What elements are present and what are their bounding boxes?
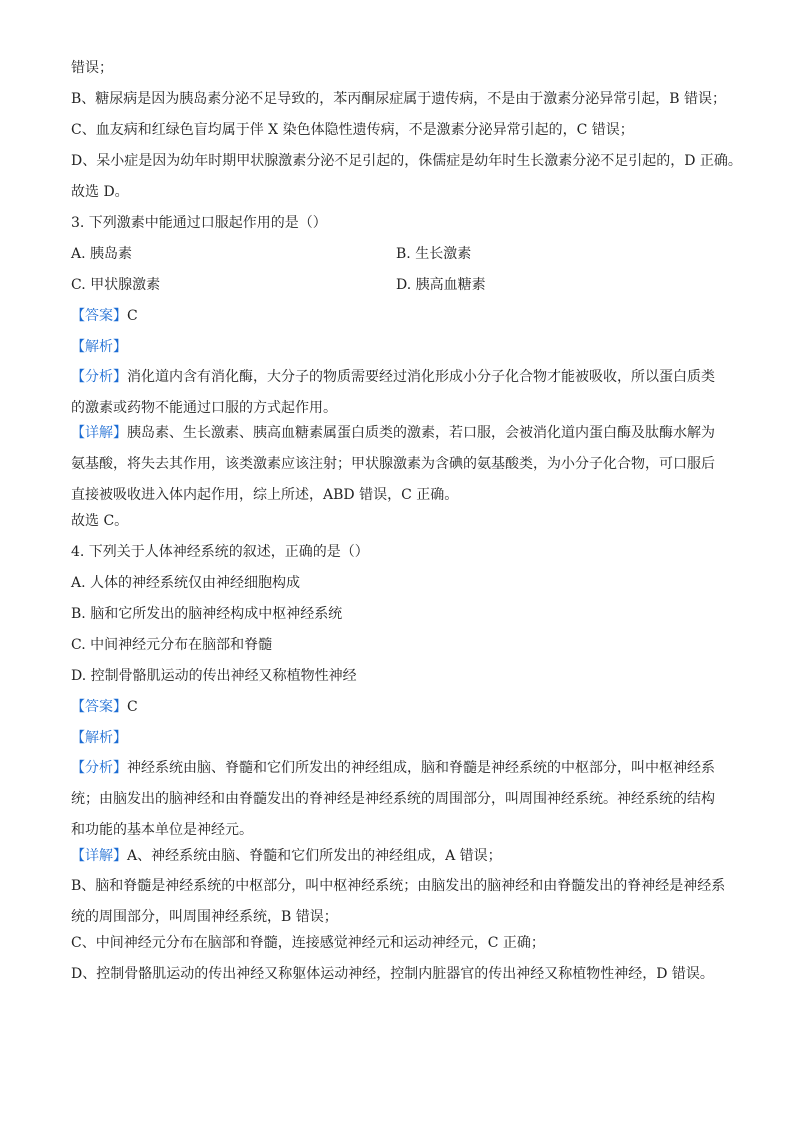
answer-tag: 【答案】: [71, 308, 127, 324]
q3-option-a: A. 胰岛素: [71, 246, 133, 262]
q3-choice: 故选 C。: [71, 513, 129, 529]
prev-explain-d: D、呆小症是因为幼年时期甲状腺激素分泌不足引起的，侏儒症是幼年时生长激素分泌不足引起的，D 正确。: [71, 153, 742, 169]
answer-tag: 【答案】: [71, 699, 127, 715]
q3-answer: [71, 306, 727, 337]
prev-continuation: 错误；: [71, 60, 113, 76]
q4-fenxi-text: 神经系统由脑、脊髓和它们所发出的神经组成，脑和脊髓是神经系统的中枢部分，叫中枢神经系统；由脑发出的脑神经和由脊髓发出的脊神经是神经系统的周围部分，叫周围神经系统。神经系统的结构和功能的基本单位是神经元。: [71, 760, 715, 838]
q3-fenxi: [71, 362, 727, 424]
q4-option-d: D. 控制骨骼肌运动的传出神经又称植物性神经: [71, 668, 357, 684]
q4-stem: 4. 下列关于人体神经系统的叙述，正确的是（）: [71, 544, 369, 560]
prev-choice: 故选 D。: [71, 184, 129, 200]
prev-explain-b: B、糖尿病是因为胰岛素分泌不足导致的，苯丙酮尿症属于遗传病，不是由于激素分泌异常引起，B 错误；: [71, 91, 727, 107]
q3-xiangjie-text: 胰岛素、生长激素、胰高血糖素属蛋白质类的激素，若口服，会被消化道内蛋白酶及肽酶水解为氨基酸，将失去其作用，该类激素应该注射；甲状腺激素为含碘的氨基酸类，为小分子化合物，可口服后直接被吸收进入体内起作用，综上所述，ABD 错误，C 正确。: [71, 425, 715, 503]
q3-answer-value: C: [127, 308, 138, 324]
q4-fenxi: [71, 753, 727, 846]
xiangjie-tag: 【详解】: [71, 425, 127, 441]
document-page: [71, 58, 742, 995]
q4-option-c: C. 中间神经元分布在脑部和脊髓: [71, 637, 273, 653]
q3-option-d: D. 胰高血糖素: [396, 277, 486, 293]
fenxi-tag: 【分析】: [71, 369, 127, 385]
q4-xiangjie-c: C、中间神经元分布在脑部和脊髓，连接感觉神经元和运动神经元，C 正确；: [71, 935, 545, 951]
q3-option-c: C. 甲状腺激素: [71, 277, 161, 293]
analysis-tag: 【解析】: [71, 339, 127, 355]
q4-xiangjie-d: D、控制骨骼肌运动的传出神经又称躯体运动神经，控制内脏器官的传出神经又称植物性神经，D 错误。: [71, 966, 714, 982]
q4-answer: [71, 697, 727, 728]
q4-xiangjie-a-text: A、神经系统由脑、脊髓和它们所发出的神经组成，A 错误；: [127, 848, 502, 864]
q3-option-b: B. 生长激素: [396, 246, 472, 262]
analysis-tag: 【解析】: [71, 730, 127, 746]
q3-options-row-2: [71, 275, 727, 306]
prev-explain-c: C、血友病和红绿色盲均属于伴 X 染色体隐性遗传病，不是激素分泌异常引起的，C 错误；: [71, 122, 634, 138]
q3-stem: 3. 下列激素中能通过口服起作用的是（）: [71, 215, 327, 231]
q4-xiangjie-b: B、脑和脊髓是神经系统的中枢部分，叫中枢神经系统；由脑发出的脑神经和由脊髓发出的脊神经是神经系统的周围部分，叫周围神经系统，B 错误；: [71, 878, 726, 925]
q4-option-a: A. 人体的神经系统仅由神经细胞构成: [71, 575, 301, 591]
q4-answer-value: C: [127, 699, 138, 715]
q4-option-b: B. 脑和它所发出的脑神经构成中枢神经系统: [71, 606, 343, 622]
q3-xiangjie: [71, 418, 727, 511]
q3-fenxi-text: 消化道内含有消化酶，大分子的物质需要经过消化形成小分子化合物才能被吸收，所以蛋白质类的激素或药物不能通过口服的方式起作用。: [71, 369, 715, 416]
fenxi-tag: 【分析】: [71, 760, 127, 776]
xiangjie-tag: 【详解】: [71, 848, 127, 864]
q3-options-row-1: [71, 244, 727, 275]
